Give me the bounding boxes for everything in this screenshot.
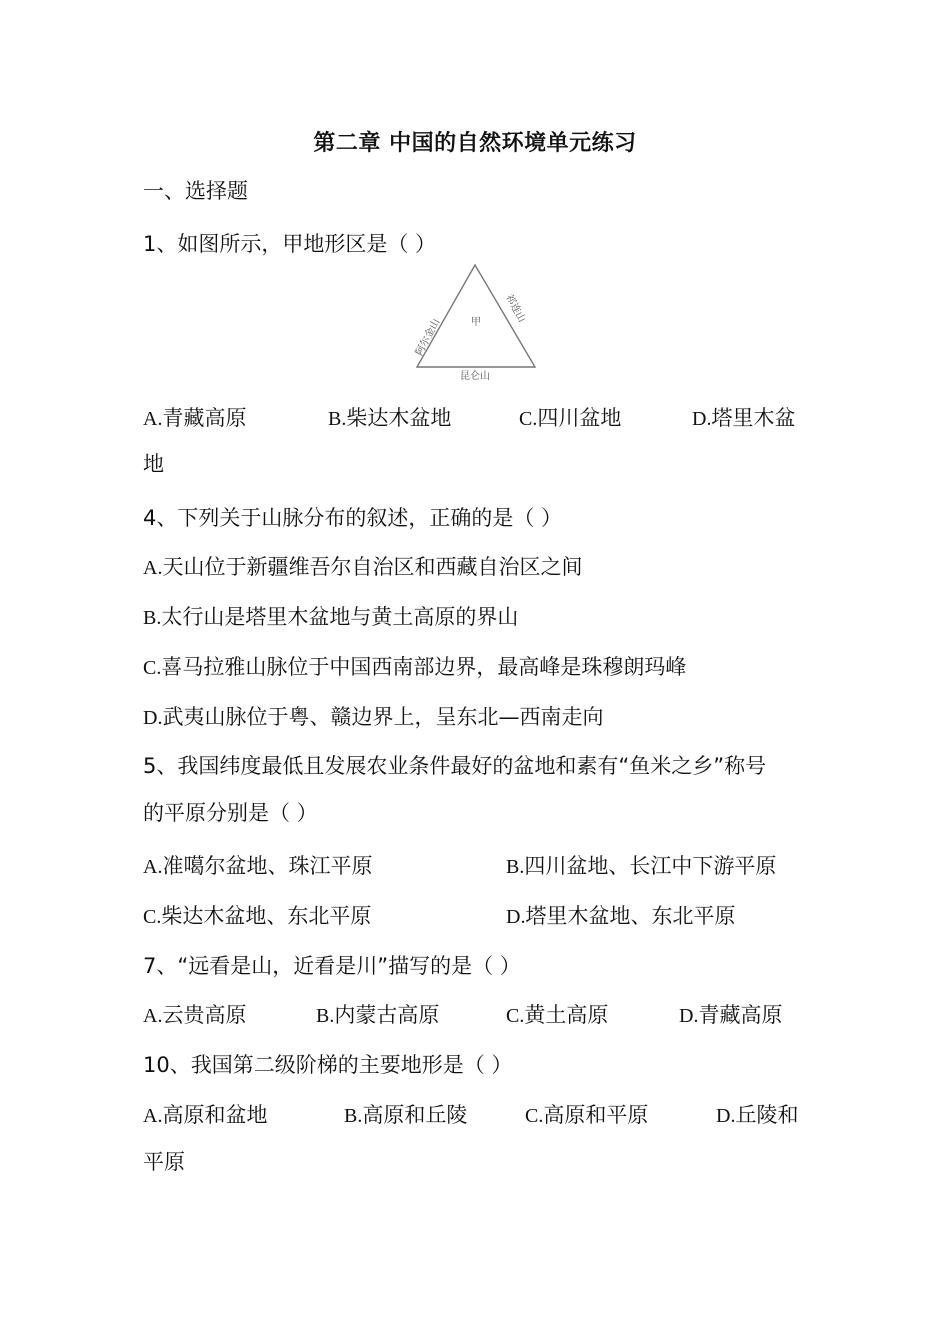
q4-option-c[interactable]: C.喜马拉雅山脉位于中国西南部边界，最高峰是珠穆朗玛峰 [143, 655, 687, 679]
question-5-stem-line1: 5、我国纬度最低且发展农业条件最好的盆地和素有“鱼米之乡”称号 [143, 754, 767, 778]
q5-option-a[interactable]: A.准噶尔盆地、珠江平原 [143, 854, 373, 878]
question-5-stem-line2: 的平原分别是（ ） [143, 801, 318, 825]
q10-option-d[interactable]: D.丘陵和 [716, 1103, 799, 1127]
diagram-label-left: 阿尔金山 [413, 317, 443, 358]
q4-option-b[interactable]: B.太行山是塔里木盆地与黄土高原的界山 [143, 605, 519, 629]
question-4-stem: 4、下列关于山脉分布的叙述，正确的是（ ） [143, 506, 563, 530]
q7-option-d[interactable]: D.青藏高原 [679, 1003, 783, 1027]
diagram-label-center: 甲 [471, 317, 481, 328]
q1-option-d[interactable]: D.塔里木盆 [692, 406, 796, 430]
question-1-stem: 1、如图所示，甲地形区是（ ） [143, 232, 437, 256]
q7-option-b[interactable]: B.内蒙古高原 [316, 1003, 440, 1027]
q1-option-a[interactable]: A.青藏高原 [143, 406, 247, 430]
page-title: 第二章 中国的自然环境单元练习 [313, 131, 637, 156]
q1-option-c[interactable]: C.四川盆地 [519, 406, 622, 430]
question-10-stem: 10、我国第二级阶梯的主要地形是（ ） [143, 1053, 513, 1077]
q10-option-c[interactable]: C.高原和平原 [525, 1103, 649, 1127]
q7-option-a[interactable]: A.云贵高原 [143, 1003, 247, 1027]
triangle-diagram [405, 262, 545, 386]
question-7-stem: 7、“远看是山，近看是川”描写的是（ ） [143, 954, 521, 978]
q10-option-b[interactable]: B.高原和丘陵 [344, 1103, 468, 1127]
diagram-label-bottom: 昆仑山 [460, 371, 490, 382]
q10-option-a[interactable]: A.高原和盆地 [143, 1103, 268, 1127]
q4-option-d[interactable]: D.武夷山脉位于粤、赣边界上，呈东北—西南走向 [143, 705, 604, 729]
section-heading: 一、选择题 [143, 179, 248, 203]
q5-option-d[interactable]: D.塔里木盆地、东北平原 [506, 904, 736, 928]
q1-option-d-wrap: 地 [143, 452, 164, 476]
q7-option-c[interactable]: C.黄土高原 [506, 1003, 609, 1027]
q1-option-b[interactable]: B.柴达木盆地 [328, 406, 452, 430]
diagram-label-right: 祁连山 [503, 292, 528, 325]
q5-option-c[interactable]: C.柴达木盆地、东北平原 [143, 904, 372, 928]
q4-option-a[interactable]: A.天山位于新疆维吾尔自治区和西藏自治区之间 [143, 555, 583, 579]
q10-option-d-wrap: 平原 [143, 1150, 185, 1174]
q5-option-b[interactable]: B.四川盆地、长江中下游平原 [506, 854, 777, 878]
